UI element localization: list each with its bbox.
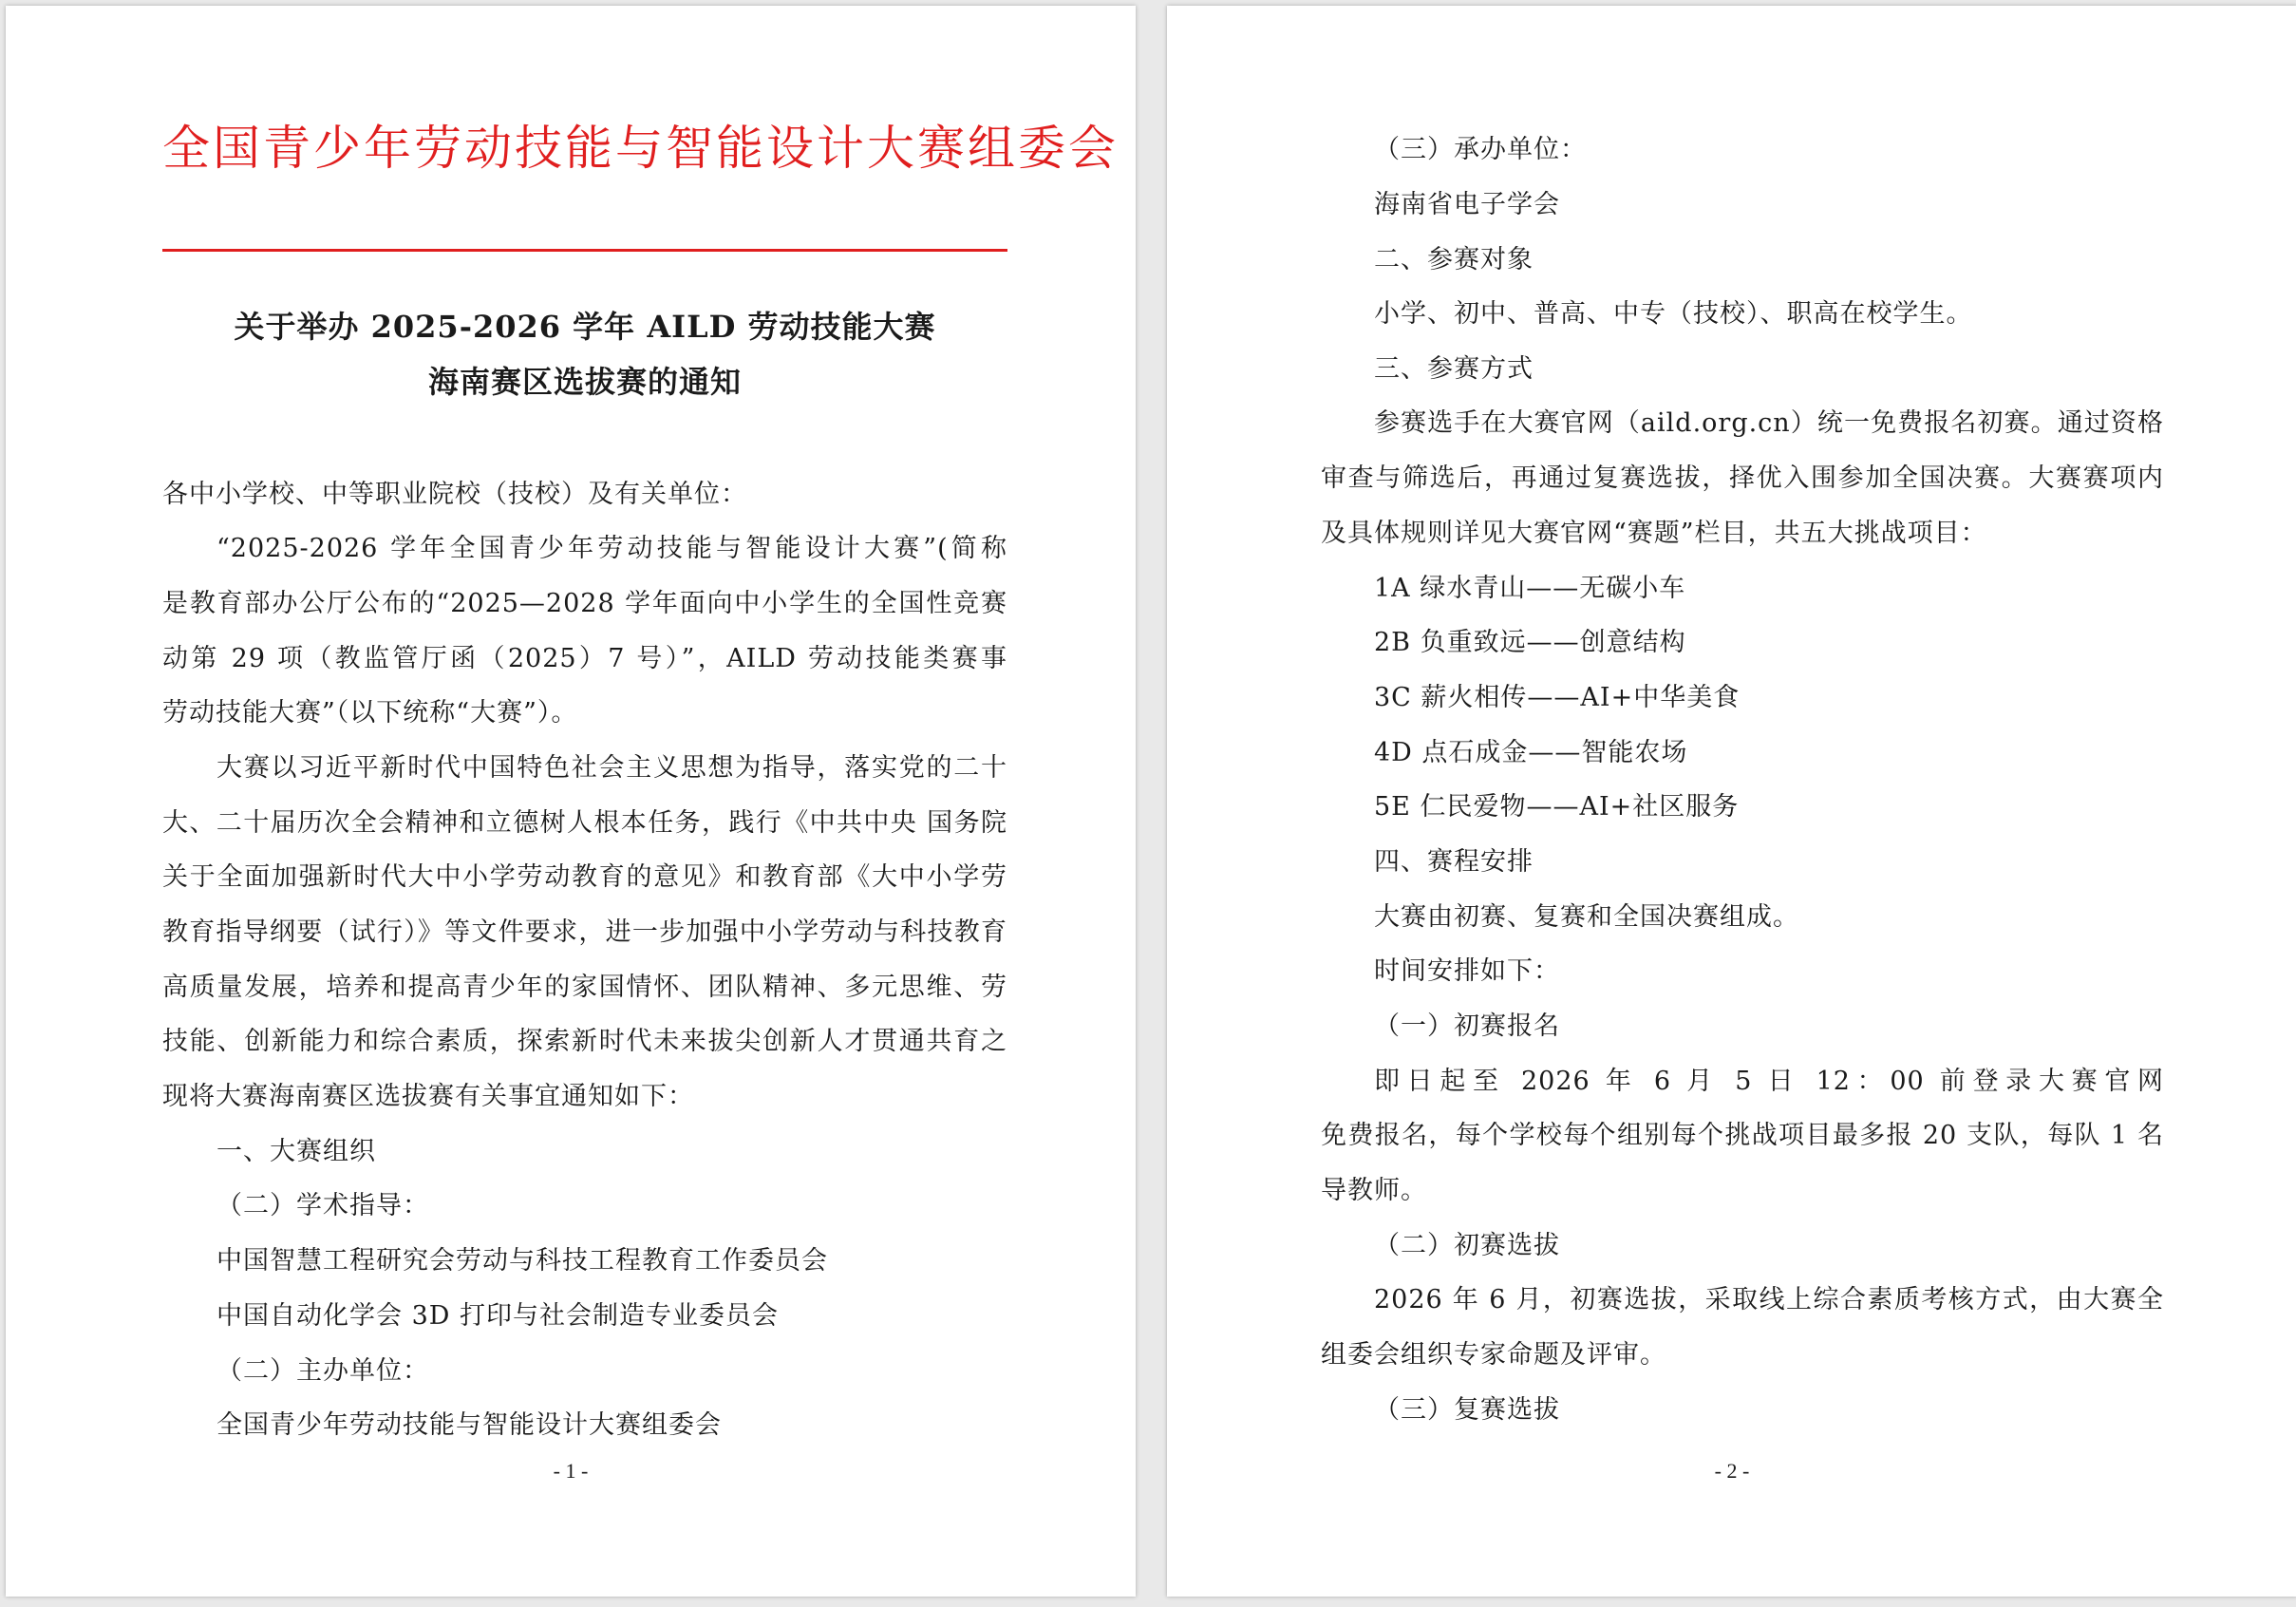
- salutation: 各中小学校、中等职业院校（技校）及有关单位：: [162, 480, 747, 509]
- body-line: 大赛由初赛、复赛和全国决赛组成。: [1374, 902, 1799, 932]
- body-line: 组委会组织专家命题及评审。: [1321, 1340, 1666, 1370]
- subsection-heading: （三）复赛选拔: [1374, 1395, 1560, 1425]
- body-line: 大、二十届历次全会精神和立德树人根本任务，践行《中共中央 国务院: [162, 808, 1007, 838]
- body-line: 海南省电子学会: [1374, 190, 1560, 219]
- challenge-item: 2B 负重致远——创意结构: [1374, 628, 1686, 657]
- section-heading: 三、参赛方式: [1374, 354, 1534, 384]
- challenge-item: 5E 仁民爱物——AI+社区服务: [1374, 792, 1740, 822]
- body-line: 大赛以习近平新时代中国特色社会主义思想为指导，落实党的二十: [216, 753, 1007, 783]
- body-line: 及具体规则详见大赛官网“赛题”栏目，共五大挑战项目：: [1321, 519, 1987, 548]
- document-page-2: [1167, 6, 2296, 1597]
- page-number: - 1 -: [553, 1459, 589, 1483]
- body-line: 现将大赛海南赛区选拔赛有关事宜通知如下：: [162, 1082, 694, 1111]
- section-heading: 一、大赛组织: [216, 1137, 376, 1166]
- body-line: 即日起至 2026 年 6 月 5 日 12：00 前登录大赛官网: [1374, 1067, 2164, 1096]
- body-line: 小学、初中、普高、中专（技校）、职高在校学生。: [1374, 299, 1973, 329]
- challenge-item: 4D 点石成金——智能农场: [1374, 738, 1688, 767]
- subsection-heading: （二）主办单位：: [216, 1356, 429, 1386]
- subsection-heading: （二）初赛选拔: [1374, 1231, 1560, 1260]
- body-line: 中国自动化学会 3D 打印与社会制造专业委员会: [216, 1301, 779, 1331]
- body-line: 是教育部办公厅公布的“2025—2028 学年面向中小学生的全国性竞赛: [162, 589, 1007, 618]
- body-line: 关于全面加强新时代大中小学劳动教育的意见》和教育部《大中小学劳: [162, 862, 1007, 892]
- page-number: - 2 -: [1714, 1459, 1750, 1483]
- body-line: 参赛选手在大赛官网（aild.org.cn）统一免费报名初赛。通过资格: [1374, 408, 2164, 438]
- body-line: 劳动技能大赛”（以下统称“大赛”）。: [162, 698, 578, 728]
- body-line: 2026 年 6 月，初赛选拔，采取线上综合素质考核方式，由大赛全: [1374, 1285, 2164, 1314]
- body-line: 动第 29 项（教监管厅函（2025）7 号）”，AILD 劳动技能类赛事: [162, 644, 1007, 673]
- section-heading: 四、赛程安排: [1374, 847, 1534, 877]
- body-line: 全国青少年劳动技能与智能设计大赛组委会: [216, 1410, 722, 1440]
- body-line: 免费报名，每个学校每个组别每个挑战项目最多报 20 支队，每队 1 名: [1321, 1121, 2164, 1150]
- body-line: 导教师。: [1321, 1176, 1427, 1205]
- body-line: “2025-2026 学年全国青少年劳动技能与智能设计大赛”(简称: [216, 534, 1007, 563]
- subsection-heading: （二）学术指导：: [216, 1191, 429, 1220]
- subsection-heading: （三）承办单位：: [1374, 135, 1587, 164]
- body-line: 中国智慧工程研究会劳动与科技工程教育工作委员会: [216, 1246, 828, 1276]
- red-divider: [162, 249, 1007, 252]
- body-line: 教育指导纲要（试行）》等文件要求，进一步加强中小学劳动与科技教育: [162, 917, 1007, 947]
- body-line: 时间安排如下：: [1374, 956, 1560, 986]
- notice-title-line-2: 海南赛区选拔赛的通知: [427, 364, 742, 400]
- section-heading: 二、参赛对象: [1374, 245, 1534, 274]
- document-page-1: [6, 6, 1136, 1597]
- challenge-item: 3C 薪火相传——AI+中华美食: [1374, 683, 1741, 712]
- challenge-item: 1A 绿水青山——无碳小车: [1374, 574, 1686, 603]
- subsection-heading: （一）初赛报名: [1374, 1011, 1560, 1041]
- notice-title-line-1: 关于举办 2025-2026 学年 AILD 劳动技能大赛: [234, 309, 936, 345]
- body-line: 高质量发展，培养和提高青少年的家国情怀、团队精神、多元思维、劳: [162, 973, 1007, 1002]
- body-line: 审查与筛选后，再通过复赛选拔，择优入围参加全国决赛。大赛赛项内: [1321, 463, 2164, 493]
- red-masthead: 全国青少年劳动技能与智能设计大赛组委会: [162, 121, 1119, 176]
- body-line: 技能、创新能力和综合素质，探索新时代未来拔尖创新人才贯通共育之: [162, 1027, 1007, 1056]
